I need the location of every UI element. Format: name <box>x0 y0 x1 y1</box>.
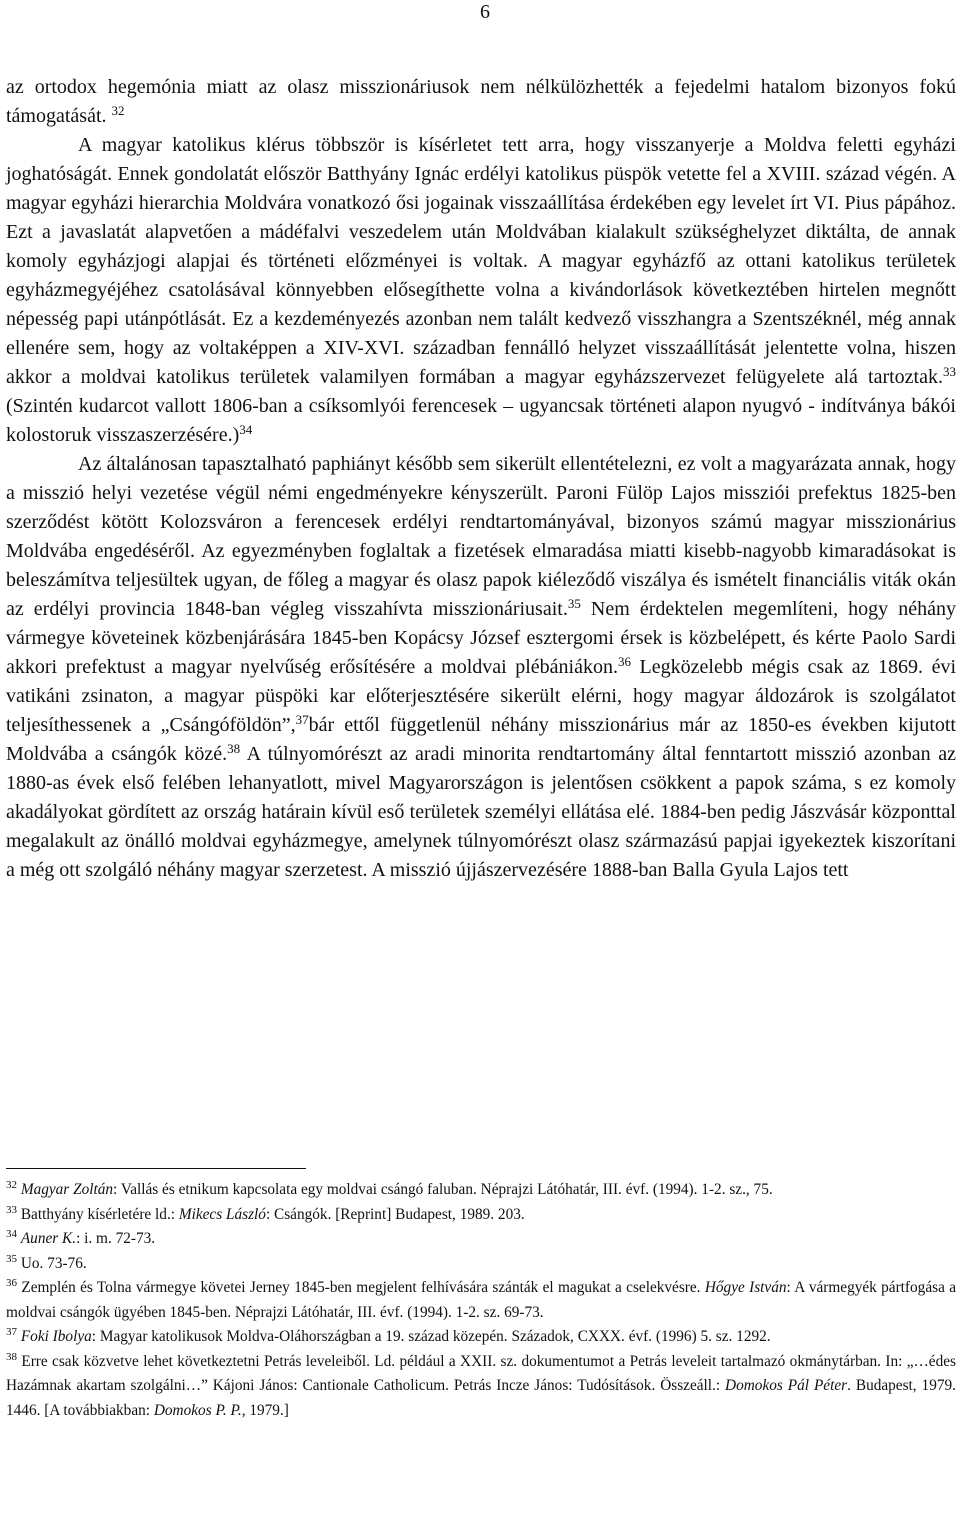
footnote-number: 38 <box>6 1350 17 1363</box>
paragraph-text: bár ettől függetlenül néhány misszionárius már az 1850-es években kijutott Moldvába a csángók közé. <box>6 714 956 765</box>
paragraph-text: az ortodox hegemónia miatt az olasz misszionáriusok nem nélkülözhették a fejedelmi hatalom bizonyos fokú támogatását. <box>6 76 956 127</box>
footnote-number: 37 <box>6 1326 17 1338</box>
paragraph-text: A túlnyomórészt az aradi minorita rendtartomány által fenntartott misszió azonban az 1880-as évek első felében lehanyatlott, mivel Magyarországon is jelentősen csökkent a papok száma, s ez komoly akadályokat gördített az ország határain kívül eső területek személyi ellátása elé. 1884-ben pedig Jászvásár központtal megalakult az önálló moldvai egyházmegye, amelynek túlnyomórészt olasz származású papjai igyekeztek kiszorítani a még ott szolgáló néhány magyar szerzetest. A misszió újjászervezésére 1888-ban Balla Gyula Lajos tett <box>6 743 956 881</box>
footnote-text: Batthyány kísérletére ld.: <box>17 1205 179 1223</box>
footnote-32 <box>6 1178 956 1203</box>
footnote-ref-38[interactable]: 38 <box>227 741 241 756</box>
main-text <box>6 73 956 885</box>
footnote-text: : Magyar katolikusok Moldva-Oláhországban a 19. század közepén. Századok, CXXX. évf. (1996) 5. sz. 1292. <box>91 1328 771 1345</box>
footnote-36 <box>6 1276 956 1325</box>
footnote-ref-35[interactable]: 35 <box>567 596 581 611</box>
paragraph-text: (Szintén kudarcot vallott 1806-ban a csíksomlyói ferencesek – ugyancsak történeti alapon nyugvó - indítványa bákói kolostoruk visszaszerzésére.) <box>6 395 956 446</box>
footnote-33 <box>6 1203 956 1228</box>
footnote-number: 33 <box>6 1203 17 1216</box>
footnote-number: 34 <box>6 1228 17 1240</box>
footnote-text: , 1979.] <box>241 1401 289 1419</box>
footnote-34 <box>6 1227 956 1252</box>
paragraph-text: A magyar katolikus klérus többször is kísérletet tett arra, hogy visszanyerje a Moldva feletti egyházi joghatóságát. Ennek gondolatát először Batthyány Ignác erdélyi katolikus püspök vetette fel a XVIII. század végén. A magyar egyházi hierarchia Moldvára vonatkozó ősi jogainak visszaállítása érdekében egy levelet írt VI. Pius pápához. Ezt a javaslatát alapvetően a mádéfalvi veszedelem után Moldvában kialakult szükséghelyzet diktálta, de annak komoly egyházjogi alapjai és történeti előzményei is voltak. A magyar egyházfő az ottani katolikus területek egyházmegyéjéhez csatolásával könnyebben elősegíthette volna a kivándorlások következtében hirtelen megnőtt népesség papi utánpótlását. Ez a kezdeményezés azonban nem talált kedvező visszhangra a Szentszéknél, még annak ellenére sem, hogy az voltaképpen a XIV-XVI. században fennálló helyzet visszaállítását jelentette volna, hiszen akkor a moldvai katolikus területek valamilyen formában a magyar egyházszervezet felügyelete alá tartoztak. <box>6 134 956 388</box>
paragraph-text: Nem érdektelen megemlíteni, hogy néhány vármegye követeinek közbenjárására 1845-ben Kopácsy József esztergomi érsek is közbelépett, és kérte Paolo Sardi akkori prefektust a magyar nyelvűség erősítésére a moldvai plébániákon. <box>6 598 956 678</box>
footnote-35 <box>6 1252 956 1277</box>
paragraph-1 <box>6 73 956 131</box>
footnote-number: 32 <box>6 1179 17 1191</box>
footnote-text: Zemplén és Tolna vármegye követei Jerney 1845-ben megjelent felhívására szánták el magukat a cselekvésre. <box>17 1279 705 1296</box>
footnote-author: Magyar Zoltán <box>20 1181 114 1198</box>
paragraph-text: Az általánosan tapasztalható paphiányt később sem sikerült ellentételezni, ez volt a magyarázata annak, hogy a misszió helyi vezetése végül némi engedményekre kényszerült. Paroni Fülöp Lajos missziói prefektus 1825-ben szerződést kötött Kolozsváron a ferencesek erdélyi rendtartományával, bizonyos számú magyar misszionárius Moldvába engedéséről. Az egyezményben foglaltak a fizetések elmaradása miatti kisebb-nagyobb kimaradásokat is beleszámítva teljesültek ugyan, de főleg a magyar és olasz papok kiéleződő viszálya és ismételt financiális viták okán az erdélyi provincia 1848-ban végleg visszahívta misszionáriusait. <box>6 453 956 620</box>
footnote-ref-32[interactable]: 32 <box>111 103 125 118</box>
paragraph-text: Legközelebb mégis csak az 1869. évi vatikáni zsinaton, a magyar püspöki kar előterjesztésére sikerült elérni, hogy magyar áldozárok is szolgálatot teljesíthessenek a „Csángóföldön”, <box>6 656 957 736</box>
paragraph-2 <box>6 131 956 450</box>
footnote-author: Auner K. <box>20 1230 77 1247</box>
footnote-text: Uo. 73-76. <box>17 1254 87 1272</box>
footnote-text: : A vármegyék pártfogása a moldvai csángók ügyében 1845-ben. Néprajzi Látóhatár, III. évf. (1994). 1-2. sz. 69-73. <box>6 1279 956 1321</box>
footnote-text: Erre csak közvetve lehet következtetni Petrás leveleiből. Ld. például a XXII. sz. dokumentumot a Petrás leveleit tartalmazó okmánytárban. In: „…édes Hazámnak akartam szolgálni…” Kájoni János: Cantionale Catholicum. Petrás Incze János: Tudósítások. Összeáll.: <box>6 1352 956 1394</box>
footnote-38 <box>6 1350 956 1424</box>
footnote-ref-33[interactable]: 33 <box>943 364 956 379</box>
footnote-author: Foki Ibolya <box>20 1328 92 1345</box>
footnote-ref-36[interactable]: 36 <box>618 654 631 669</box>
footnote-37 <box>6 1325 956 1350</box>
paragraph-3 <box>6 450 956 885</box>
footnote-text: . Budapest, 1979. 1446. [A továbbiakban: <box>6 1377 956 1419</box>
footnote-text: : Csángók. [Reprint] Budapest, 1989. 203. <box>265 1205 525 1223</box>
footnote-author: Hőgye István <box>704 1279 787 1296</box>
footnote-author: Mikecs László <box>178 1205 266 1223</box>
footnote-ref-37[interactable]: 37 <box>295 712 309 727</box>
footnote-ref-34[interactable]: 34 <box>239 422 253 437</box>
page-number: 6 <box>480 1 490 23</box>
footnote-number: 35 <box>6 1252 17 1265</box>
footnote-author: Domokos Pál Péter <box>725 1377 848 1394</box>
footnotes <box>6 1178 956 1423</box>
footnote-text: : i. m. 72-73. <box>76 1230 156 1247</box>
footnote-author: Domokos P. P. <box>153 1401 242 1419</box>
footnote-text: : Vallás és etnikum kapcsolata egy moldvai csángó faluban. Néprajzi Látóhatár, III. évf. (1994). 1-2. sz., 75. <box>113 1181 773 1198</box>
footnote-number: 36 <box>6 1277 17 1289</box>
footnote-separator <box>6 1168 306 1169</box>
